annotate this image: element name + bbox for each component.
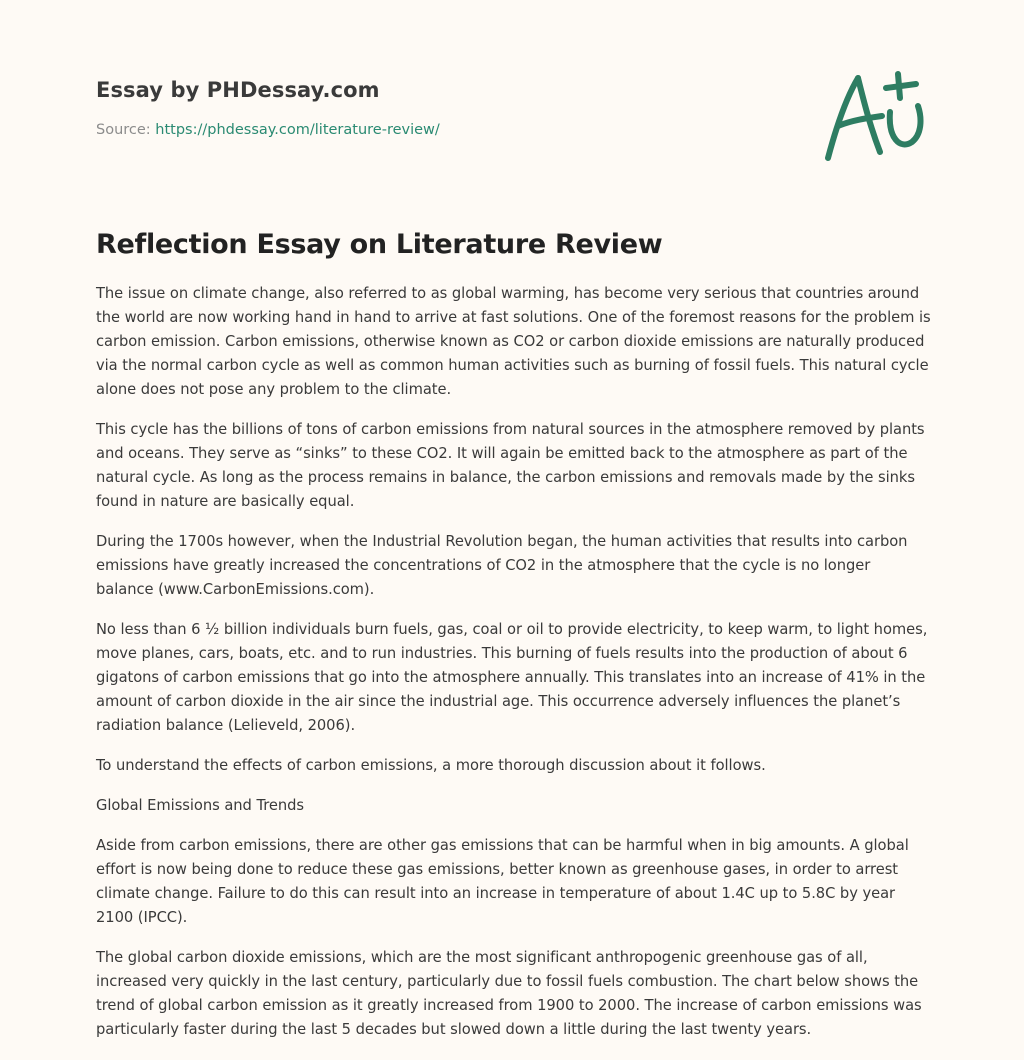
essay-paragraph: Aside from carbon emissions, there are other gas emissions that can be harmful when in big amounts. A global effort is now being done to reduce these gas emissions, better known as greenhouse gases, in order to arrest climate change. Failure to do this can result into an increase in temperature of about 1.4C up to 5.8C by year 2100 (IPCC). bbox=[96, 837, 909, 926]
essay-paragraph: The issue on climate change, also referred to as global warming, has become very serious that countries around the world are now working hand in hand to arrive at fast solutions. One of the foremost reasons for the problem is carbon emission. Carbon emissions, otherwise known as CO2 or carbon dioxide emissions are naturally produced via the normal carbon cycle as well as common human activities such as burning of fossil fuels. This natural cycle alone does not pose any problem to the climate. bbox=[96, 285, 931, 398]
page-header bbox=[96, 76, 796, 140]
essay-article bbox=[96, 226, 932, 1058]
source-link[interactable]: https://phdessay.com/literature-review/ bbox=[155, 122, 440, 138]
source-label: Source: bbox=[96, 122, 156, 138]
site-brand: Essay by PHDessay.com bbox=[96, 78, 380, 102]
essay-body bbox=[96, 282, 932, 1042]
a-plus-grade-icon bbox=[820, 68, 930, 164]
essay-title: Reflection Essay on Literature Review bbox=[96, 229, 663, 260]
essay-paragraph: This cycle has the billions of tons of carbon emissions from natural sources in the atmosphere removed by plants and oceans. They serve as “sinks” to these CO2. It will again be emitted back to the atmosphere as part of the natural cycle. As long as the process remains in balance, the carbon emissions and removals made by the sinks found in nature are basically equal. bbox=[96, 421, 925, 510]
essay-paragraph: No less than 6 ½ billion individuals burn fuels, gas, coal or oil to provide electricity, to keep warm, to light homes, move planes, cars, boats, etc. and to run industries. This burning of fuels results into the production of about 6 gigatons of carbon emissions that go into the atmosphere annually. This translates into an increase of 41% in the amount of carbon dioxide in the air since the industrial age. This occurrence adversely influences the planet’s radiation balance (Lelieveld, 2006). bbox=[96, 621, 928, 734]
source-line bbox=[96, 120, 796, 140]
essay-paragraph: The global carbon dioxide emissions, which are the most significant anthropogenic greenhouse gas of all, increased very quickly in the last century, particularly due to fossil fuels combustion. The chart below shows the trend of global carbon emission as it greatly increased from 1900 to 2000. The increase of carbon emissions was particularly faster during the last 5 decades but slowed down a little during the last twenty years. bbox=[96, 949, 922, 1038]
section-heading: Global Emissions and Trends bbox=[96, 797, 304, 814]
essay-paragraph: To understand the effects of carbon emissions, a more thorough discussion about it follows. bbox=[96, 757, 766, 774]
essay-paragraph: During the 1700s however, when the Industrial Revolution began, the human activities that results into carbon emissions have greatly increased the concentrations of CO2 in the atmosphere that the cycle is no longer balance (www.CarbonEmissions.com). bbox=[96, 533, 908, 598]
